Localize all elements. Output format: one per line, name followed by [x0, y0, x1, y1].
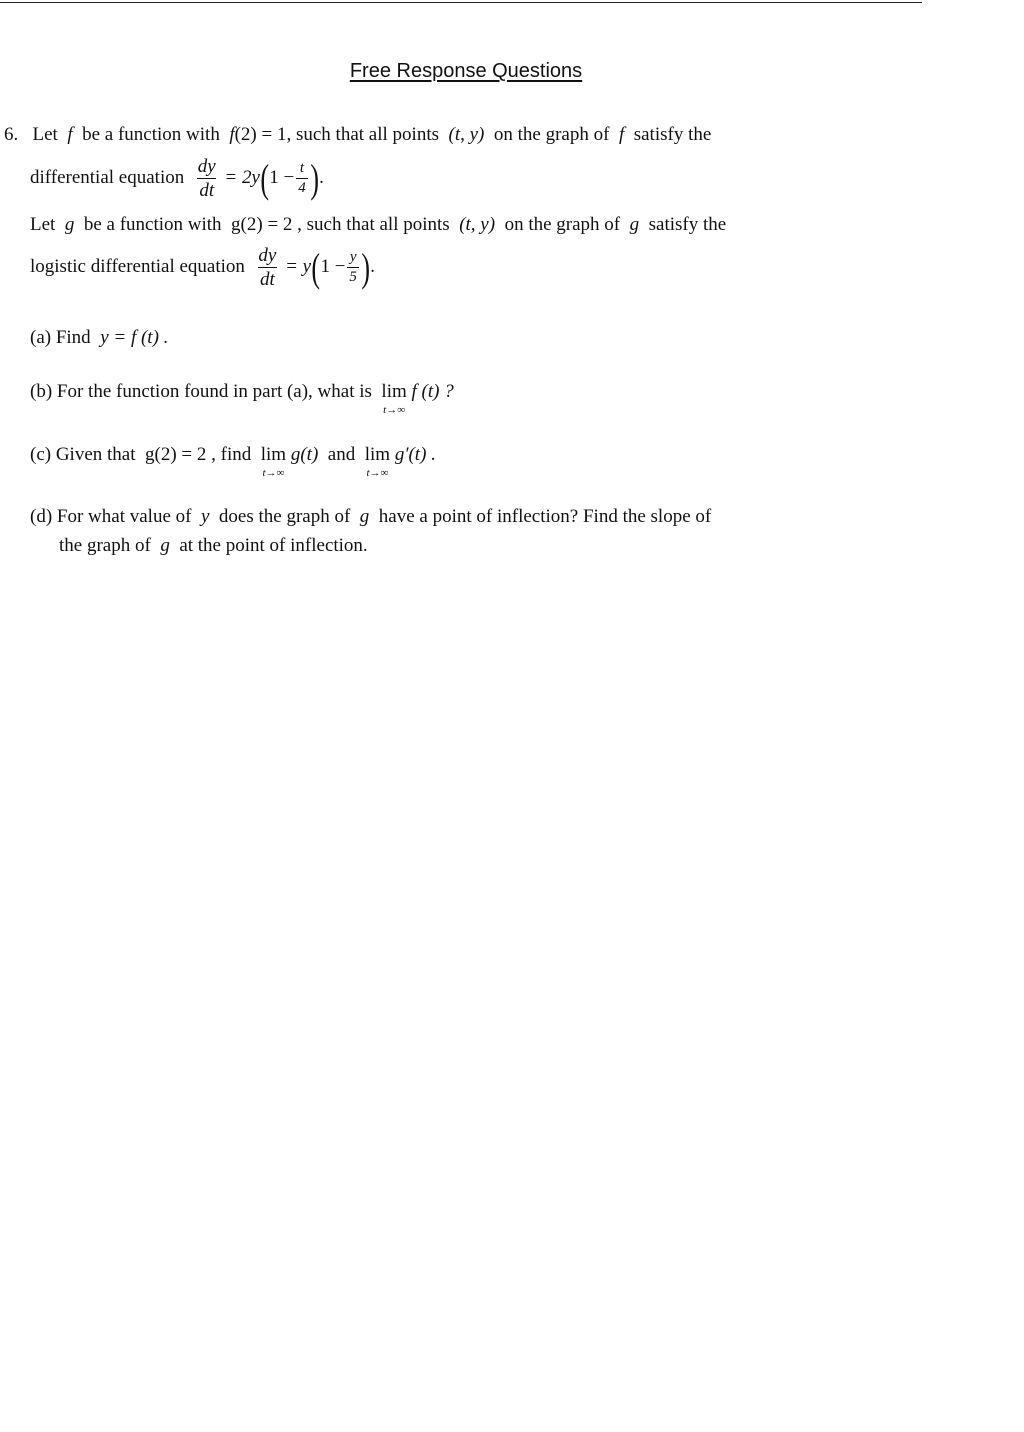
problem-number: 6. [4, 124, 19, 145]
dy-dt-fraction: $\frac{dy}{dt}$ [258, 245, 277, 290]
top-rule [0, 2, 922, 3]
page-title: Free Response Questions [349, 60, 583, 82]
part-a: (a) Find y = f (t) . [30, 327, 169, 348]
part-d-continued: the graph of g at the point of inflection. [59, 535, 368, 556]
y-over-5-fraction: $\frac{y}{5}$ [349, 249, 357, 285]
part-d: (d) For what value of y does the graph of g have a point of inflection? Find the slope of [30, 506, 712, 527]
problem-intro-f: 6. Let f be a function with f(2) = 1, such that all points (t, y) on the graph of f satisfy the [4, 124, 712, 145]
differential-equation-f: differential equation $\frac{dy}{dt}$ = 2y(1 − $\frac{t}{4}$ ). [30, 155, 324, 201]
t-over-4-fraction: $\frac{t}{4}$ [298, 160, 306, 196]
part-b: (b) For the function found in part (a), what is lim t→∞ f (t) ? [30, 381, 454, 416]
limit-operator: lim t→∞ [260, 444, 287, 479]
part-c: (c) Given that g(2) = 2 , find lim t→∞ g(t) and lim t→∞ g′(t) . [30, 444, 436, 479]
differential-equation-g: logistic differential equation $\frac{dy}{dt}$ = y(1 − $\frac{y}{5}$ ). [30, 244, 375, 290]
problem-intro-g: Let g be a function with g(2) = 2 , such that all points (t, y) on the graph of g satisfy the [30, 214, 727, 235]
limit-operator: lim t→∞ [381, 381, 407, 416]
limit-operator: lim t→∞ [364, 444, 391, 479]
dy-dt-fraction: $\frac{dy}{dt}$ [197, 156, 216, 201]
